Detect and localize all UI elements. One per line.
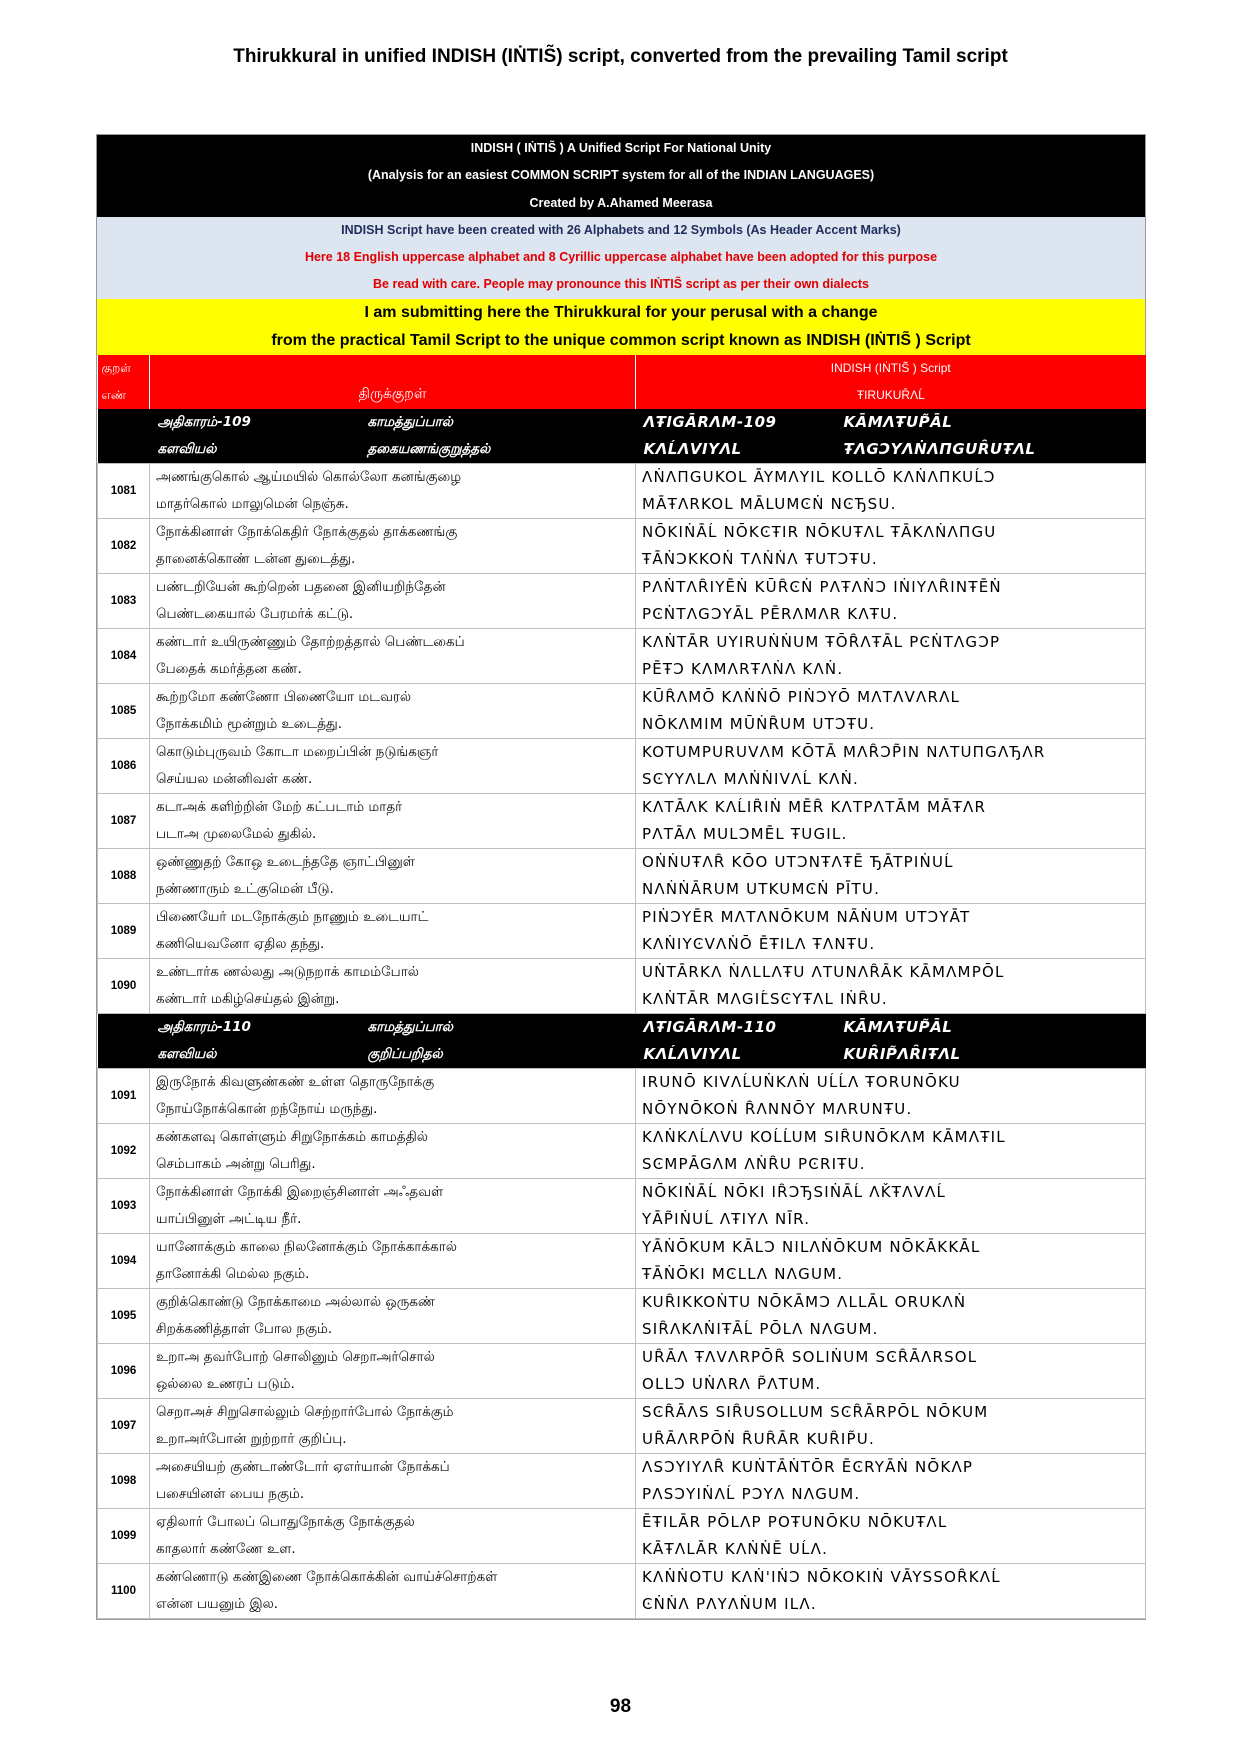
indish-line-1: NŌKIṄĀĹ NŌKI IȒϽЂSIṄĀĹ ΛǨŦΛVΛĹ bbox=[642, 1182, 947, 1201]
indish-line-1: PΛṄTΛȒIYĒṄ KŪȒϾṄ PΛŦΛṄϽ IṄIYΛȒINŦĒṄ bbox=[642, 577, 1002, 596]
tamil-line-1: நோக்கினாள் நோக்கி இறைஞ்சினாள் அஃதவள் bbox=[156, 1183, 444, 1200]
chapter-header-row bbox=[98, 409, 1146, 464]
kural-row bbox=[98, 738, 1146, 793]
tamil-line-1: பண்டறியேன் கூற்றென் பதனை இனியறிந்தேன் bbox=[156, 578, 446, 595]
indish-line-2: OLLϽ UṄΛRΛ P̃ΛTUM. bbox=[642, 1374, 822, 1393]
indish-line-1: YĀṄŌKUM KĀLϽ NILΛṄŌKUM NŌKĀKKĀL bbox=[642, 1237, 981, 1256]
indish-line-2: MĀŦΛRKOL MĀLUMϾṄ NϾЂSU. bbox=[642, 494, 897, 513]
tamil-line-2: பேதைக் கமர்த்தன கண். bbox=[156, 660, 302, 677]
indish-line-2: PΛSϽYIṄΛĹ PϽYΛ NΛGUM. bbox=[642, 1484, 861, 1503]
chapter-title-indish: KUȒIP̃ΛȒIŦΛL bbox=[843, 1044, 961, 1063]
kural-number: 1097 bbox=[98, 1398, 150, 1453]
kural-number: 1093 bbox=[98, 1178, 150, 1233]
kural-row bbox=[98, 1288, 1146, 1343]
subsection-name-tamil: களவியல் bbox=[157, 440, 217, 457]
kural-number: 1083 bbox=[98, 573, 150, 628]
indish-line-1: KOTUMPURUVΛM KŌTĀ MΛȒϽP̃IN NΛTUПGΛЂΛR bbox=[642, 742, 1046, 761]
title-banner bbox=[97, 135, 1145, 217]
indish-line-1: KΛṄKΛĹΛVU KOĹĹUM SIȒUNŌKΛM KĀMΛŦIL bbox=[642, 1127, 1006, 1146]
kural-number: 1094 bbox=[98, 1233, 150, 1288]
kural-row bbox=[98, 683, 1146, 738]
kural-row bbox=[98, 903, 1146, 958]
kural-row bbox=[98, 1508, 1146, 1563]
kural-number: 1096 bbox=[98, 1343, 150, 1398]
indish-line-1: KΛṄṄOTU KΛṄ'IṄϽ NŌKOKIṄ VĀYSSOȒKΛĹ bbox=[642, 1567, 1001, 1586]
kural-row bbox=[98, 463, 1146, 518]
kural-row bbox=[98, 958, 1146, 1013]
tamil-line-1: கண்ணொடு கண்இணை நோக்கொக்கின் வாய்ச்சொற்கள் bbox=[156, 1568, 498, 1585]
page-number: 98 bbox=[609, 1696, 632, 1717]
kural-number: 1098 bbox=[98, 1453, 150, 1508]
tamil-line-2: தானைக்கொண் டன்ன துடைத்து. bbox=[156, 550, 356, 567]
kural-label: குறள் bbox=[101, 360, 132, 375]
tamil-line-2: நோக்கமிம் மூன்றும் உடைத்து. bbox=[156, 715, 343, 732]
indish-line-2: PΛTĀΛ MULϽMĒL ŦUGIL. bbox=[642, 824, 848, 843]
kural-number: 1089 bbox=[98, 903, 150, 958]
tamil-line-1: கொடும்புருவம் கோடா மறைப்பின் நடுங்கஞர் bbox=[156, 743, 439, 760]
kural-number: 1100 bbox=[98, 1563, 150, 1618]
indish-line-2: ŦĀṄŌKI MϾLLΛ NΛGUM. bbox=[642, 1264, 844, 1283]
note-line-1: INDISH Script have been created with 26 Alphabets and 12 Symbols (As Header Accent Marks) bbox=[341, 222, 901, 237]
tamil-column-header: திருக்குறள் bbox=[358, 384, 427, 401]
tamil-line-2: செம்பாகம் அன்று பெரிது. bbox=[156, 1155, 316, 1172]
kural-row bbox=[98, 1178, 1146, 1233]
indish-line-2: ŦĀṄϽKKOṄ TΛṄṄΛ ŦUTϽŦU. bbox=[642, 549, 878, 568]
kural-number: 1092 bbox=[98, 1123, 150, 1178]
indish-line-1: ΛṄΛПGUKOL ĀYMΛYIL KOLLŌ KΛṄΛПKUĹϽ bbox=[642, 467, 996, 486]
submission-line-2: from the practical Tamil Script to the unique common script known as INDISH (IṄTIS̃ ) Script bbox=[271, 331, 971, 349]
kural-table bbox=[97, 355, 1146, 1619]
script-notes bbox=[97, 217, 1145, 299]
banner-line-3: Created by A.Ahamed Meerasa bbox=[529, 195, 713, 210]
chapter-header-row bbox=[98, 1013, 1146, 1068]
kural-row bbox=[98, 628, 1146, 683]
note-line-2: Here 18 English uppercase alphabet and 8 Cyrillic uppercase alphabet have been adopted for this purpose bbox=[304, 250, 938, 265]
kural-number: 1099 bbox=[98, 1508, 150, 1563]
submission-note bbox=[97, 299, 1145, 355]
indish-column-header: INDISH (IṄTIS̃ ) Script bbox=[830, 360, 951, 375]
tamil-line-2: மாதர்கொல் மாலுமென் நெஞ்சு. bbox=[156, 495, 349, 512]
kural-row bbox=[98, 1563, 1146, 1618]
kural-number: 1088 bbox=[98, 848, 150, 903]
kural-row bbox=[98, 848, 1146, 903]
indish-line-1: UṄTĀRKΛ ṄΛLLΛŦU ΛTUNΛȒĀK KĀMΛMPŌL bbox=[642, 962, 1005, 981]
indish-line-2: NŌYNŌKOṄ ȒΛNNŌY MΛRUNŦU. bbox=[642, 1099, 913, 1118]
indish-line-1: ĒŦILĀR PŌLΛP POŦUNŌKU NŌKUŦΛL bbox=[642, 1512, 948, 1531]
tamil-line-1: ஒண்ணுதற் கோஒ உடைந்ததே ஞாட்பினுள் bbox=[156, 853, 415, 870]
kural-row bbox=[98, 1233, 1146, 1288]
tamil-line-2: கண்டார் மகிழ்செய்தல் இன்று. bbox=[156, 990, 340, 1007]
page-title: Thirukkural in unified INDISH (IṄTIS̃) script, converted from the prevailing Tamil script bbox=[233, 46, 1008, 67]
kural-sheet bbox=[96, 134, 1146, 1620]
tamil-line-1: கண்களவு கொள்ளும் சிறுநோக்கம் காமத்தில் bbox=[156, 1128, 428, 1145]
indish-line-2: PĒŦϽ KΛMΛRŦΛṄΛ KΛṄ. bbox=[642, 659, 844, 678]
section-name-tamil: காமத்துப்பால் bbox=[367, 413, 453, 430]
note-line-3: Be read with care. People may pronounce this IṄTIS̃ script as per their own dialects bbox=[373, 277, 869, 292]
indish-line-2: YĀP̃IṄUĹ ΛŦIYΛ NĪR. bbox=[642, 1209, 811, 1228]
chapter-number-tamil: அதிகாரம்-109 bbox=[157, 413, 251, 430]
tamil-line-2: என்ன பயனும் இல. bbox=[156, 1595, 279, 1612]
kural-row bbox=[98, 1068, 1146, 1123]
kural-row bbox=[98, 1398, 1146, 1453]
number-label: எண் bbox=[101, 387, 127, 402]
tamil-line-1: உறாஅ தவர்போற் சொலினும் செறாஅர்சொல் bbox=[156, 1348, 435, 1365]
column-header-row bbox=[98, 355, 1146, 409]
tamil-line-2: சிறக்கணித்தாள் போல நகும். bbox=[156, 1320, 333, 1337]
kural-row bbox=[98, 1343, 1146, 1398]
tamil-line-1: குறிக்கொண்டு நோக்காமை அல்லால் ஒருகண் bbox=[156, 1293, 436, 1310]
kural-row bbox=[98, 518, 1146, 573]
tamil-line-1: அசையியற் குண்டாண்டோர் ஏஎர்யான் நோக்கப் bbox=[156, 1458, 450, 1475]
tamil-line-1: செறாஅச் சிறுசொல்லும் செற்றார்போல் நோக்கும் bbox=[156, 1403, 454, 1420]
tamil-line-2: பசையினள் பைய நகும். bbox=[156, 1485, 305, 1502]
indish-line-2: NŌKΛMIM MŪṄȒUM UTϽŦU. bbox=[642, 714, 876, 733]
indish-line-1: ΛSϽYIYΛȒ KUṄTĀṄTŌR ĒϾRYĀṄ NŌKΛP bbox=[642, 1457, 974, 1476]
indish-line-2: PϾṄTΛGϽYĀL PĒRΛMΛR KΛŦU. bbox=[642, 604, 899, 623]
tamil-line-1: நோக்கினாள் நோக்கெதிர் நோக்குதல் தாக்கணங்கு bbox=[156, 523, 458, 540]
kural-number: 1085 bbox=[98, 683, 150, 738]
kural-number: 1084 bbox=[98, 628, 150, 683]
kural-row bbox=[98, 1123, 1146, 1178]
kural-number: 1082 bbox=[98, 518, 150, 573]
subsection-name-tamil: களவியல் bbox=[157, 1045, 217, 1062]
indish-line-2: SϾMPĀGΛM ΛṄȒU PϾRIŦU. bbox=[642, 1154, 866, 1173]
section-name-indish: KĀMΛŦUP̃ĀL bbox=[843, 1017, 953, 1036]
chapter-number-indish: ΛŦIGĀRΛM-110 bbox=[643, 1017, 777, 1036]
kural-number: 1090 bbox=[98, 958, 150, 1013]
kural-row bbox=[98, 1453, 1146, 1508]
indish-line-1: IRUNŌ KIVΛĹUṄKΛṄ UĹĹΛ ŦORUNŌKU bbox=[642, 1072, 961, 1091]
indish-line-1: KUȒIKKOṄTU NŌKĀMϽ ΛLLĀL ORUKΛṄ bbox=[642, 1292, 967, 1311]
tamil-line-1: யானோக்கும் காலை நிலனோக்கும் நோக்காக்கால் bbox=[156, 1238, 458, 1255]
indish-line-1: NŌKIṄĀĹ NŌKϾŦIR NŌKUŦΛL ŦĀKΛṄΛПGU bbox=[642, 522, 997, 541]
subsection-name-indish: KΛĹΛVIYΛL bbox=[643, 439, 742, 458]
tamil-line-1: கண்டார் உயிருண்ணும் தோற்றத்தால் பெண்டகைப் bbox=[156, 633, 465, 650]
tamil-line-1: பிணையேர் மடநோக்கும் நாணும் உடையாட் bbox=[156, 908, 429, 925]
indish-line-1: OṄṄUŦΛȒ KŌO UTϽNŦΛŦĒ ЂĀTPIṄUĹ bbox=[642, 852, 954, 871]
tamil-line-2: பெண்டகையால் பேரமர்க் கட்டு. bbox=[156, 605, 354, 622]
indish-line-2: KΛṄIYϾVΛṄŌ ĒŦILΛ ŦΛNŦU. bbox=[642, 934, 876, 953]
indish-line-2: SϾYYΛLΛ MΛṄṄIVΛĹ KΛṄ. bbox=[642, 769, 859, 788]
tamil-line-2: யாப்பினுள் அட்டிய நீர். bbox=[156, 1210, 302, 1227]
tamil-line-2: காதலார் கண்ணே உள. bbox=[156, 1540, 296, 1557]
banner-line-1: INDISH ( IṄTIS̃ ) A Unified Script For National Unity bbox=[470, 141, 772, 155]
tamil-line-1: உண்டார்க ணல்லது அடுநறாக் காமம்போல் bbox=[156, 963, 419, 980]
tamil-line-2: ஒல்லை உணரப் படும். bbox=[156, 1375, 295, 1392]
section-name-indish: KĀMΛŦUP̃ĀL bbox=[843, 412, 953, 431]
indish-line-2: KĀŦΛLĀR KΛṄṄĒ UĹΛ. bbox=[642, 1539, 829, 1558]
indish-column-subheader: ŦIRUKUȒΛĹ bbox=[856, 387, 925, 402]
chapter-title-indish: ŦΛGϽYΛṄΛПGUȒUŦΛL bbox=[843, 439, 1036, 458]
kural-row bbox=[98, 793, 1146, 848]
kural-number: 1087 bbox=[98, 793, 150, 848]
tamil-line-2: நண்ணாரும் உட்குமென் பீடு. bbox=[156, 880, 334, 897]
banner-line-2: (Analysis for an easiest COMMON SCRIPT system for all of the INDIAN LANGUAGES) bbox=[367, 168, 875, 183]
tamil-line-1: அணங்குகொல் ஆய்மயில் கொல்லோ கனங்குழை bbox=[156, 468, 462, 485]
kural-number: 1091 bbox=[98, 1068, 150, 1123]
submission-line-1: I am submitting here the Thirukkural for your perusal with a change bbox=[364, 303, 878, 321]
kural-row bbox=[98, 573, 1146, 628]
tamil-line-2: படாஅ முலைமேல் துகில். bbox=[156, 825, 317, 842]
indish-line-2: UȒĀΛRPŌṄ ȒUȒĀR KUȒIP̃U. bbox=[642, 1429, 875, 1448]
kural-number: 1095 bbox=[98, 1288, 150, 1343]
indish-line-1: SϾȒĀΛS SIȒUSOLLUM SϾȒĀRPŌL NŌKUM bbox=[642, 1402, 989, 1421]
indish-line-2: KΛṄTĀR MΛGIĹ̃SϾYŦΛL IṄȒU. bbox=[642, 989, 888, 1008]
indish-line-1: KΛṄTĀR UYIRUṄṄUM ŦŌȒΛŦĀL PϾṄTΛGϽP bbox=[642, 632, 1001, 651]
chapter-number-tamil: அதிகாரம்-110 bbox=[157, 1018, 251, 1035]
chapter-title-tamil: குறிப்பறிதல் bbox=[367, 1045, 443, 1062]
tamil-line-1: கடாஅக் களிற்றின் மேற் கட்படாம் மாதர் bbox=[156, 798, 403, 815]
tamil-line-2: உறாஅர்போன் றுற்றார் குறிப்பு. bbox=[156, 1430, 347, 1447]
chapter-title-tamil: தகையணங்குறுத்தல் bbox=[367, 440, 491, 457]
indish-line-2: SIȒΛKΛṄIŦĀĹ PŌLΛ NΛGUM. bbox=[642, 1319, 879, 1338]
indish-line-1: PIṄϽYĒR MΛTΛNŌKUM NĀṄUM UTϽYĀT bbox=[642, 907, 971, 926]
section-name-tamil: காமத்துப்பால் bbox=[367, 1018, 453, 1035]
kural-number: 1086 bbox=[98, 738, 150, 793]
kural-number: 1081 bbox=[98, 463, 150, 518]
chapter-number-indish: ΛŦIGĀRΛM-109 bbox=[643, 412, 777, 431]
indish-line-1: KŪȒΛMŌ KΛṄṄŌ PIṄϽYŌ MΛTΛVΛRΛL bbox=[642, 687, 961, 706]
tamil-line-2: செய்யல மன்னிவள் கண். bbox=[156, 770, 313, 787]
indish-line-1: KΛTĀΛK KΛĹIȒIṄ MĒȒ KΛTPΛTĀM MĀŦΛR bbox=[642, 797, 987, 816]
tamil-line-1: இருநோக் கிவளுண்கண் உள்ள தொருநோக்கு bbox=[156, 1073, 435, 1090]
tamil-line-1: கூற்றமோ கண்ணோ பிணையோ மடவரல் bbox=[156, 688, 412, 705]
indish-line-2: NΛṄṄĀRUM UTKUMϾṄ PĪTU. bbox=[642, 879, 881, 898]
tamil-line-1: ஏதிலார் போலப் பொதுநோக்கு நோக்குதல் bbox=[156, 1513, 415, 1530]
tamil-line-2: நோய்நோக்கொன் றந்நோய் மருந்து. bbox=[156, 1100, 378, 1117]
tamil-line-2: தானோக்கி மெல்ல நகும். bbox=[156, 1265, 310, 1282]
subsection-name-indish: KΛĹΛVIYΛL bbox=[643, 1044, 742, 1063]
tamil-line-2: கணியெவனோ ஏதில தந்து. bbox=[156, 935, 325, 952]
indish-line-1: UȒĀΛ ŦΛVΛRPŌȒ SOLIṄUM SϾȒĀΛRSOL bbox=[642, 1347, 978, 1366]
indish-line-2: ϾṄṄΛ PΛYΛṄUM ILΛ. bbox=[642, 1594, 817, 1613]
